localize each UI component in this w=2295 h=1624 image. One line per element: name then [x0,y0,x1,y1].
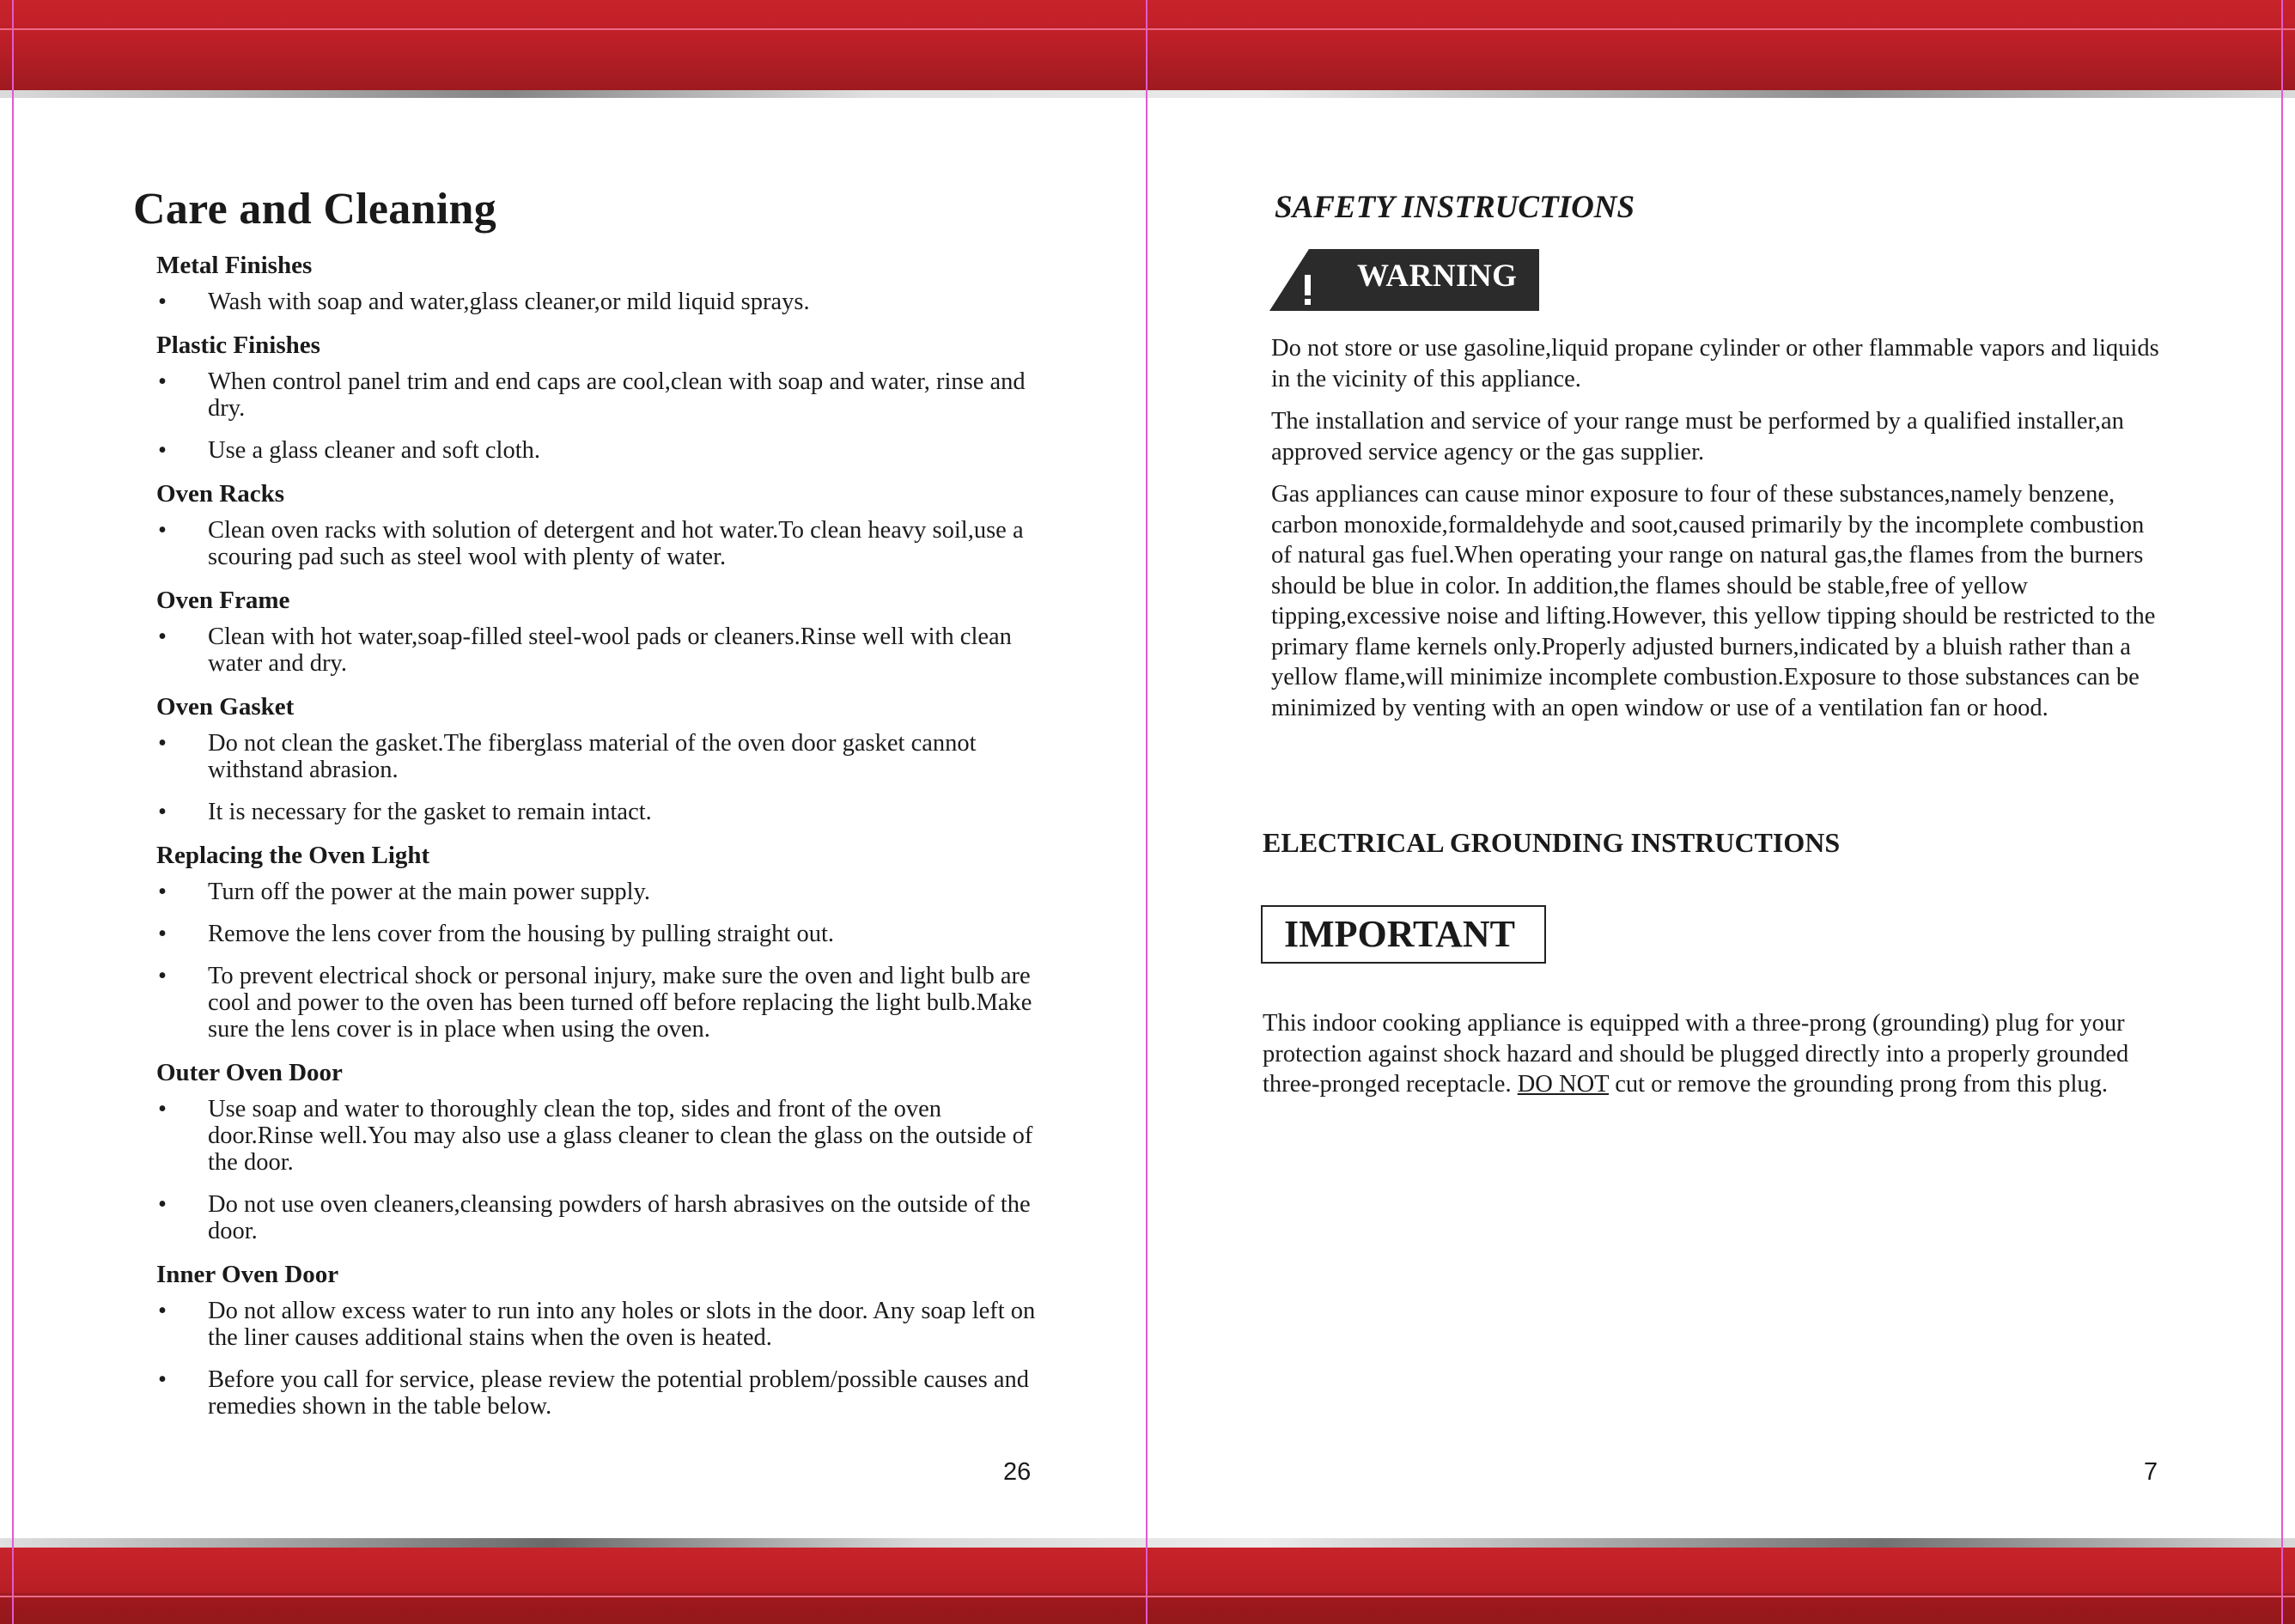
left-page [0,0,1147,1624]
grounding-heading: ELECTRICAL GROUNDING INSTRUCTIONS [1263,827,1841,858]
list-item: • It is necessary for the gasket to remain intact. [156,799,1050,825]
list-item: • Do not allow excess water to run into any holes or slots in the door. Any soap left on the liner causes additional stains when the oven is heated. [156,1298,1050,1351]
section-oven-frame [156,586,1050,677]
list-item: • Before you call for service, please review the potential problem/possible causes and remedies shown in the table below. [156,1366,1050,1420]
care-sections [156,251,1050,1435]
page-number: 7 [2144,1458,2158,1486]
grounding-paragraph [1263,1008,2173,1100]
section-heading: Outer Oven Door [156,1059,343,1086]
list-item: • To prevent electrical shock or personal injury, make sure the oven and light bulb are cool and power to the oven has been turned off before replacing the light bulb.Make sure the lens cover is in place when using the oven. [156,963,1050,1043]
list-item: • Wash with soap and water,glass cleaner,or mild liquid sprays. [156,289,1050,315]
safety-paragraph: The installation and service of your range must be performed by a qualified installer,an approved service agency or the gas supplier. [1271,408,2124,465]
section-replacing-oven-light [156,841,1050,1043]
exclamation-triangle-icon [1268,249,1350,311]
section-metal-finishes [156,251,1050,315]
list-item: • Use soap and water to thoroughly clean the top, sides and front of the oven door.Rinse well.You may also use a glass cleaner to clean the glass on the outside of the door. [156,1096,1050,1176]
section-heading: Oven Gasket [156,693,295,721]
safety-title: SAFETY INSTRUCTIONS [1275,190,1635,225]
list-item: • Do not use oven cleaners,cleansing powders of harsh abrasives on the outside of the door. [156,1191,1050,1244]
list-item: • When control panel trim and end caps are cool,clean with soap and water, rinse and dry. [156,368,1050,422]
section-plastic-finishes [156,331,1050,464]
section-heading: Plastic Finishes [156,331,320,359]
safety-paragraphs [1271,333,2164,735]
right-page [1148,0,2295,1624]
section-outer-oven-door [156,1058,1050,1244]
section-oven-gasket [156,692,1050,825]
list-item: • Clean with hot water,soap-filled steel-wool pads or cleaners.Rinse well with clean water and dry. [156,623,1050,677]
section-heading: Inner Oven Door [156,1261,339,1288]
list-item: • Turn off the power at the main power supply. [156,879,1050,905]
section-heading: Oven Frame [156,587,290,614]
list-item: • Use a glass cleaner and soft cloth. [156,437,1050,464]
warning-badge [1268,249,1539,311]
do-not-underlined: DO NOT [1517,1071,1610,1098]
list-item: • Do not clean the gasket.The fiberglass material of the oven door gasket cannot withstand abrasion. [156,730,1050,783]
safety-paragraph: Gas appliances can cause minor exposure to four of these substances,namely benzene, carbon monoxide,formaldehyde and soot,caused primarily by the incomplete combustion of natural gas fuel.When operating your range on natural gas,the flames from the burners should be blue in color. In addition,the flames should be stable,free of yellow tipping,excessive noise and lifting.However, this yellow tipping should be restricted to the primary flame kernels only.Properly adjusted burners,indicated by a bluish rather than a yellow flame,will minimize incomplete combustion.Exposure to those substances can be minimized by venting with an open window or use of a ventilation fan or hood. [1271,481,2156,721]
grounding-text-after: cut or remove the grounding prong from this plug. [1609,1071,2109,1098]
list-item: • Clean oven racks with solution of detergent and hot water.To clean heavy soil,use a scouring pad such as steel wool with plenty of water. [156,517,1050,570]
page-title: Care and Cleaning [133,185,497,234]
section-oven-racks [156,479,1050,570]
page-number: 26 [1003,1458,1032,1486]
warning-label: WARNING [1357,259,1518,294]
important-box: IMPORTANT [1261,905,1546,964]
section-inner-oven-door [156,1260,1050,1420]
safety-paragraph: Do not store or use gasoline,liquid propane cylinder or other flammable vapors and liquids in the vicinity of this appliance. [1271,335,2159,392]
grounding-text-before: This indoor cooking appliance is equipped with a three-prong (grounding) plug for your protection against shock hazard and should be plugged directly into a properly grounded three-pronged receptacle. [1263,1010,2129,1098]
list-item: • Remove the lens cover from the housing by pulling straight out. [156,921,1050,947]
section-heading: Metal Finishes [156,252,313,279]
section-heading: Replacing the Oven Light [156,842,430,869]
section-heading: Oven Racks [156,480,285,508]
